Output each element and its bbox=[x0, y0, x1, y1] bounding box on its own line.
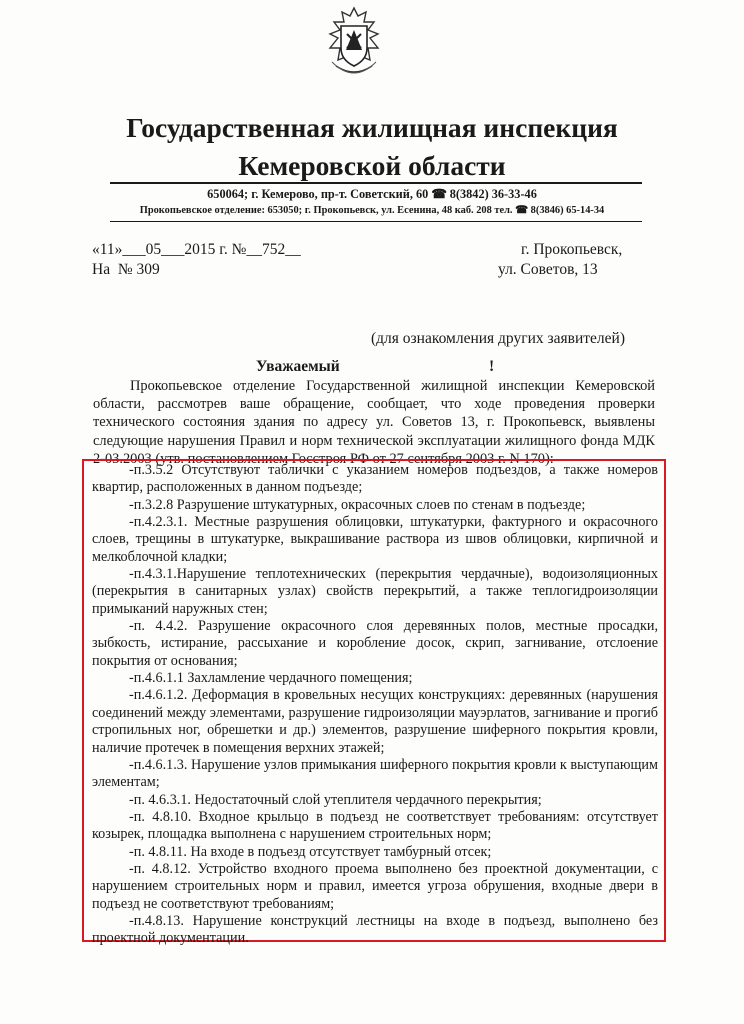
branch-address: Прокопьевское отделение: 653050; г. Прокопьевск, ул. Есенина, 48 каб. 208 тел. ☎ 8(3846) 65-14-34 bbox=[139, 205, 605, 216]
violation-item: -п. 4.8.10. Входное крыльцо в подъезд не соответствует требованиям: отсутствует козырек, площадка выполнена с нарушением строительных норм; bbox=[92, 808, 658, 843]
reply-reference: На № 309 bbox=[92, 261, 160, 278]
violation-item: -п.4.3.1.Нарушение теплотехнических (перекрытия чердачные), водоизоляционных (перекрытия в санитарных узлах) свойств перекрытий, а также теплогидроизоляции примыканий наружных стен; bbox=[92, 566, 658, 617]
violation-item: -п.3.5.2 Отсутствуют таблички с указанием номеров подъездов, а также номеров квартир, расположенных в данном подъезде; bbox=[92, 462, 658, 496]
address-divider bbox=[110, 221, 642, 222]
header-divider bbox=[110, 182, 642, 184]
greeting: Уважаемый bbox=[256, 358, 340, 375]
violation-item: -п.4.8.13. Нарушение конструкций лестницы на входе в подъезд, выполнено без проектной документации. bbox=[92, 912, 658, 947]
intro-text: Прокопьевское отделение Государственной жилищной инспекции Кемеровской области, рассмотрев ваше обращение, сообщает, что ходе проведения проверки технического состояния здания по адресу ул. Советов 13, г. Прокопьевск, выявлены следующие нарушения Правил и норм технической эксплуатации жилищного фонда МДК 2-03.2003 (утв. постановлением Госстроя РФ от 27 сентября 2003 г. N 170): bbox=[93, 378, 655, 467]
violations-list bbox=[92, 462, 658, 948]
letter-date-number: «11»___05___2015 г. №__752__ bbox=[92, 241, 301, 258]
violation-item: -п. 4.4.2. Разрушение окрасочного слоя деревянных полов, местные просадки, зыбкость, истирание, рассыхание и коробление досок, скрип, загнивание, отслоение покрытия от основания; bbox=[92, 618, 658, 669]
violation-item: -п.4.2.3.1. Местные разрушения облицовки, штукатурки, фактурного и окрасочного слоев, трещины в штукатурке, выкрашивание раствора из швов облицовки, кирпичной и мелкоблочной кладки; bbox=[92, 514, 658, 565]
violation-item: -п.4.6.1.1 Захламление чердачного помещения; bbox=[129, 670, 413, 687]
violation-item: -п. 4.8.12. Устройство входного проема выполнено без проектной документации, с нарушением строительных норм и правил, имеется угроза обрушения, входные двери в подъезд не соответствуют требованиям; bbox=[92, 860, 658, 912]
recipient-city: г. Прокопьевск, bbox=[521, 241, 623, 258]
main-address: 650064; г. Кемерово, пр-т. Советский, 60 ☎ 8(3842) 36-33-46 bbox=[207, 187, 537, 201]
violation-item: -п.4.6.1.3. Нарушение узлов примыкания шиферного покрытия кровли к выступающим элементам; bbox=[92, 756, 658, 791]
violation-item: -п.3.2.8 Разрушение штукатурных, окрасочных слоев по стенам в подъезде; bbox=[129, 496, 586, 513]
intro-paragraph bbox=[93, 377, 655, 468]
violation-item: -п. 4.6.3.1. Недостаточный слой утеплителя чердачного перекрытия; bbox=[129, 791, 542, 808]
violation-item: -п.4.6.1.2. Деформация в кровельных несущих конструкциях: деревянных (нарушения соединений между элементами, разрушение гидроизоляции мауэрлатов, загнивание и прогиб стропильных ног, обрешетки и др.) элементов, разрушение шиферного покрытия кровли, наличие протечек в помещения верхних этажей; bbox=[92, 687, 658, 756]
organization-title: Государственная жилищная инспекция bbox=[126, 112, 618, 143]
coat-of-arms-emblem bbox=[322, 4, 386, 82]
greeting-mark: ! bbox=[489, 358, 495, 375]
recipient-street: ул. Советов, 13 bbox=[498, 261, 598, 278]
organization-region: Кемеровской области bbox=[238, 150, 506, 181]
violation-item: -п. 4.8.11. На входе в подъезд отсутствует тамбурный отсек; bbox=[129, 843, 492, 860]
recipient-note: (для ознакомления других заявителей) bbox=[371, 330, 625, 347]
